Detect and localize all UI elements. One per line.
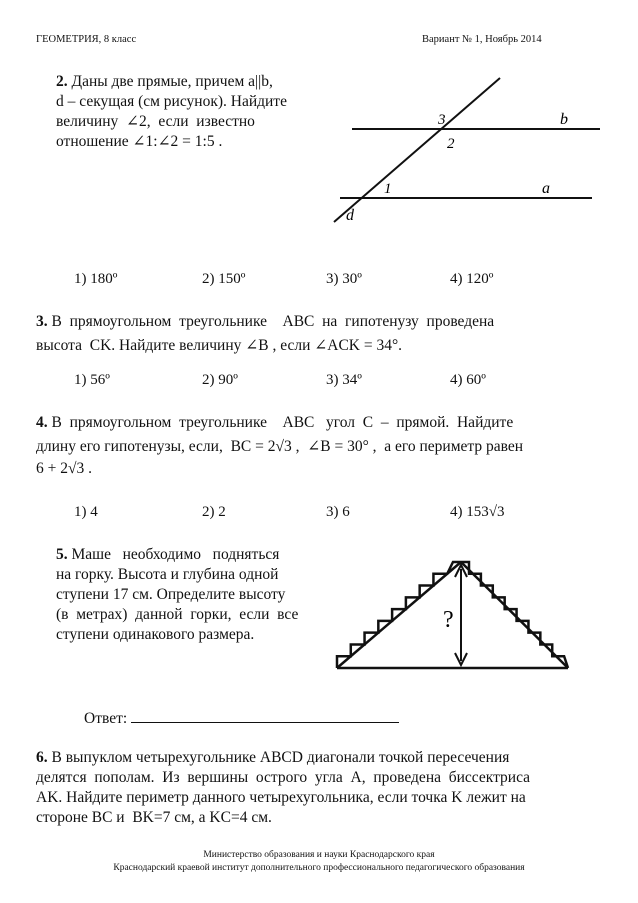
label-b: b: [560, 111, 568, 128]
label-angle-1: 1: [384, 181, 392, 197]
task5-line-3: ступени 17 см. Определите высоту: [56, 586, 286, 603]
task4-text: [36, 413, 596, 479]
label-angle-3: 3: [438, 112, 446, 128]
task4-answer-1[interactable]: 1) 4: [74, 504, 98, 520]
label-a: a: [542, 180, 550, 197]
task5-answer-field[interactable]: [131, 708, 399, 723]
task4-line-3: 6 + 2√3 .: [36, 460, 92, 477]
task4-answer-2[interactable]: 2) 2: [202, 504, 226, 520]
task5-number: 5.: [56, 546, 68, 563]
task2-answer-3[interactable]: 3) 30º: [326, 271, 362, 287]
task2-line-4: отношение ∠1:∠2 = 1:5 .: [56, 133, 223, 150]
task6-line-2: делятся пополам. Из вершины острого угла A, проведена биссектриса: [36, 769, 531, 786]
task2-text: [56, 72, 326, 152]
task5-line-1: Маше необходимо подняться: [71, 546, 280, 563]
footer-institute: Краснодарский краевой институт дополнительного профессионального педагогического образования: [113, 863, 525, 873]
task3-text: [36, 312, 596, 356]
task2-line-1: Даны две прямые, причем a||b,: [71, 73, 273, 90]
hill-right-slope: [461, 562, 568, 668]
task4-number: 4.: [36, 414, 48, 431]
task2-number: 2.: [56, 73, 68, 90]
task6-line-4: стороне BC и BK=7 см, а KC=4 см.: [36, 809, 272, 826]
task5-line-4: (в метрах) данной горки, если все: [56, 606, 299, 623]
header-variant: Вариант № 1, Ноябрь 2014: [422, 34, 542, 45]
task2-answer-2[interactable]: 2) 150º: [202, 271, 246, 287]
task3-answer-1[interactable]: 1) 56º: [74, 372, 110, 388]
task2-line-3: величину ∠2, если известно: [56, 113, 255, 130]
task6-text: [36, 748, 606, 828]
transversal-d: [334, 78, 500, 222]
label-angle-2: 2: [447, 136, 455, 152]
footer-ministry: Министерство образования и науки Краснодарского края: [203, 850, 435, 860]
task4-line-1: В прямоугольном треугольнике ABC угол C – прямой. Найдите: [51, 414, 514, 431]
label-d: d: [346, 207, 354, 224]
task6-number: 6.: [36, 749, 48, 766]
task6-line-1: В выпуклом четырехугольнике ABCD диагонали точкой пересечения: [51, 749, 510, 766]
task2-line-2: d – секущая (см рисунок). Найдите: [56, 93, 287, 110]
hill-staircase-figure: [325, 555, 580, 675]
task3-number: 3.: [36, 313, 48, 330]
task3-line-2: высота CK. Найдите величину ∠B , если ∠ACK = 34°.: [36, 337, 403, 354]
header-subject: ГЕОМЕТРИЯ, 8 класс: [36, 34, 137, 45]
task6-line-3: AK. Найдите периметр данного четырехугольника, если точка K лежит на: [36, 789, 526, 806]
task3-answer-3[interactable]: 3) 34º: [326, 372, 362, 388]
task4-answer-4[interactable]: 4) 153√3: [450, 504, 505, 520]
task5-line-5: ступени одинакового размера.: [56, 626, 255, 643]
task4-line-2: длину его гипотенузы, если, BC = 2√3 , ∠B = 30° , а его периметр равен: [36, 438, 524, 455]
task3-line-1: В прямоугольном треугольнике ABC на гипотенузу проведена: [51, 313, 495, 330]
task3-answer-4[interactable]: 4) 60º: [450, 372, 486, 388]
task2-figure: [310, 70, 610, 240]
task5-answer-row: [84, 708, 399, 729]
task2-answer-1[interactable]: 1) 180º: [74, 271, 118, 287]
height-question-mark: ?: [443, 607, 454, 633]
task3-answer-2[interactable]: 2) 90º: [202, 372, 238, 388]
task5-line-2: на горку. Высота и глубина одной: [56, 566, 279, 583]
task5-text: [56, 545, 326, 645]
task5-answer-label: Ответ:: [84, 710, 128, 727]
task4-answer-3[interactable]: 3) 6: [326, 504, 350, 520]
task2-answer-4[interactable]: 4) 120º: [450, 271, 494, 287]
